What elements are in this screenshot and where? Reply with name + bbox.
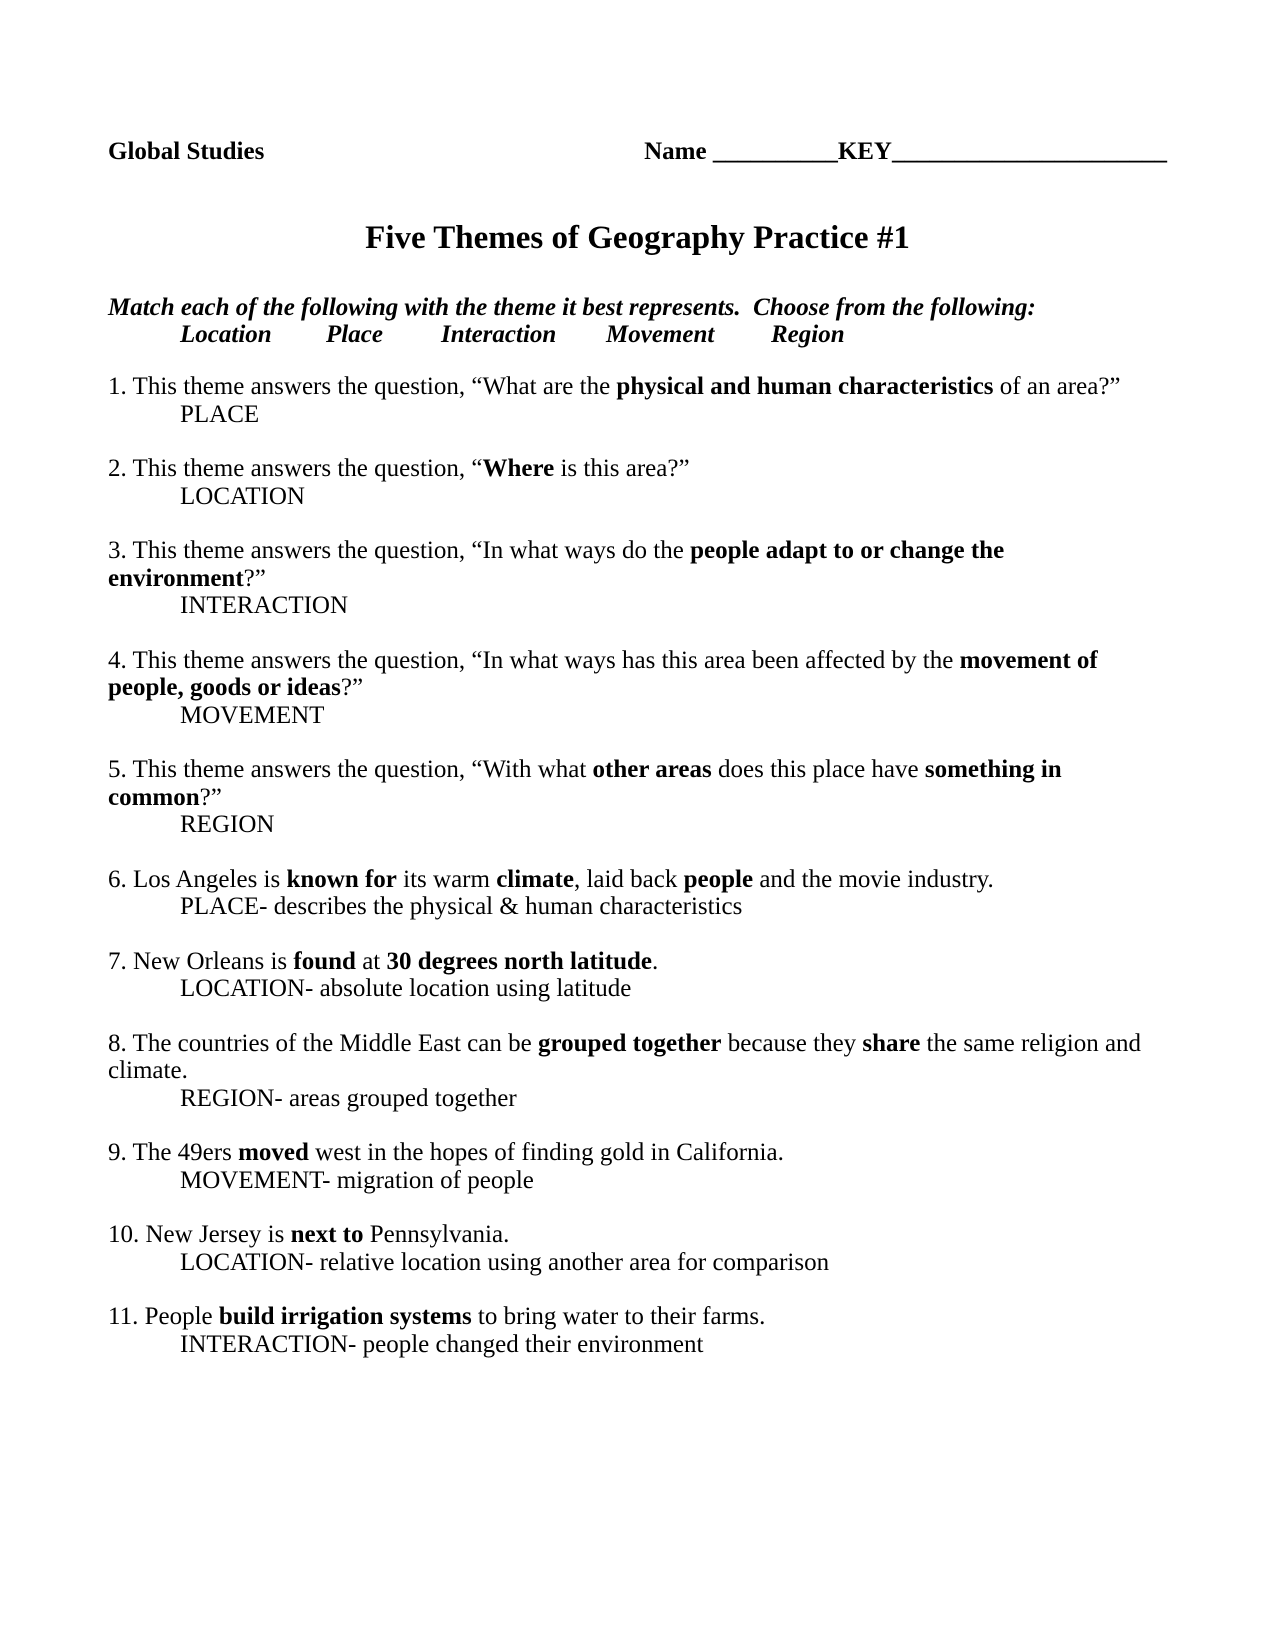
questions-list xyxy=(108,373,1167,1358)
question-block xyxy=(108,373,1167,428)
question-text: 9. The 49ers moved west in the hopes of finding gold in California. xyxy=(108,1139,784,1166)
question-text: 2. This theme answers the question, “Where is this area?” xyxy=(108,455,690,482)
question-text: 5. This theme answers the question, “With what other areas does this place have something in common?” xyxy=(108,756,1062,811)
question-text: 1. This theme answers the question, “What are the physical and human characteristics of an area?” xyxy=(108,373,1121,400)
question-block xyxy=(108,1303,1167,1358)
question-block xyxy=(108,756,1167,839)
answer-text: INTERACTION- people changed their environment xyxy=(180,1330,704,1358)
question-block xyxy=(108,1030,1167,1113)
question-block xyxy=(108,1221,1167,1276)
theme-option-location: Location xyxy=(180,321,272,348)
answer-text: LOCATION xyxy=(180,482,305,510)
answer-text: PLACE- describes the physical & human characteristics xyxy=(180,893,743,920)
document-header xyxy=(108,138,1167,166)
question-block xyxy=(108,1139,1167,1194)
question-block xyxy=(108,647,1167,730)
instructions-text: Match each of the following with the theme it best represents. Choose from the following: xyxy=(108,293,1036,321)
theme-options xyxy=(108,321,1167,349)
question-block xyxy=(108,455,1167,510)
name-label: Name xyxy=(644,138,713,165)
name-line xyxy=(644,138,1167,166)
name-blank-before: __________ xyxy=(712,138,838,165)
question-text: 11. People build irrigation systems to bring water to their farms. xyxy=(108,1303,766,1330)
question-block xyxy=(108,948,1167,1003)
answer-text: LOCATION- relative location using another area for comparison xyxy=(180,1248,830,1276)
question-text: 3. This theme answers the question, “In what ways do the people adapt to or change the environment?” xyxy=(108,537,1005,592)
question-text: 8. The countries of the Middle East can be grouped together because they share the same religion and climate. xyxy=(108,1029,1142,1084)
answer-text: REGION xyxy=(180,811,275,838)
theme-option-place: Place xyxy=(326,321,383,348)
question-text: 6. Los Angeles is known for its warm climate, laid back people and the movie industry. xyxy=(108,865,994,893)
question-block xyxy=(108,866,1167,921)
answer-text: MOVEMENT- migration of people xyxy=(180,1166,534,1194)
answer-text: PLACE xyxy=(180,400,260,428)
answer-text: REGION- areas grouped together xyxy=(180,1084,517,1112)
question-text: 10. New Jersey is next to Pennsylvania. xyxy=(108,1221,510,1248)
course-label: Global Studies xyxy=(108,138,265,165)
answer-text: MOVEMENT xyxy=(180,701,325,729)
name-blank-after: ______________________ xyxy=(892,138,1167,165)
question-text: 4. This theme answers the question, “In what ways has this area been affected by the movement of people, goods or ideas?” xyxy=(108,646,1098,701)
theme-option-movement: Movement xyxy=(606,321,715,348)
theme-option-interaction: Interaction xyxy=(441,321,557,348)
question-text: 7. New Orleans is found at 30 degrees north latitude. xyxy=(108,947,659,975)
page-title: Five Themes of Geography Practice #1 xyxy=(365,219,910,256)
question-block xyxy=(108,537,1167,620)
theme-option-region: Region xyxy=(771,321,845,348)
name-value: KEY xyxy=(837,138,892,165)
answer-text: INTERACTION xyxy=(180,592,349,619)
answer-text: LOCATION- absolute location using latitude xyxy=(180,975,632,1002)
